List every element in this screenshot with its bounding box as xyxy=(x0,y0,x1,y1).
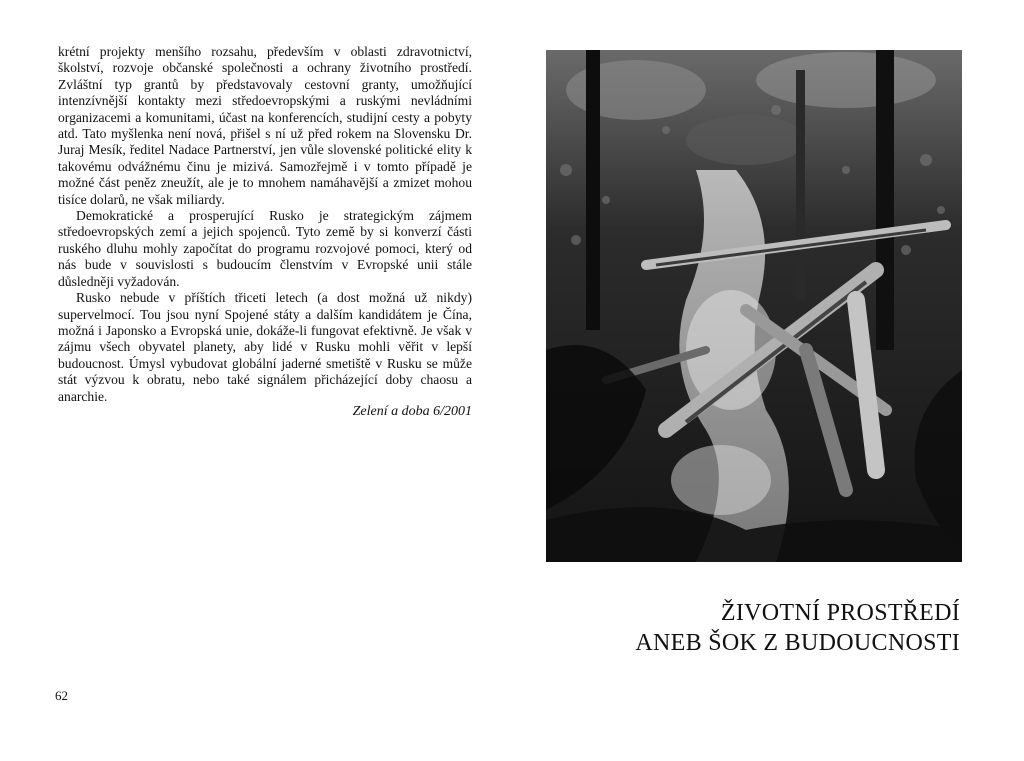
page-number: 62 xyxy=(55,688,68,703)
paragraph-3: Rusko nebude v příštích třiceti letech (a dost možná už nikdy) supervelmocí. Tou jsou nyní Spojené státy a dalším kandidátem je Čína, možná i Japonsko a Evropská unie, dokáže-li fungovat efektivně. Je však v zájmu všech obyvatel planety, aby lidé v Rusku mohli věřit v lepší budoucnost. Úmysl vybudovat globální jaderné smetiště v Rusku se může stát výzvou k obratu, nebo také signálem přicházející doby chaosu a anarchie. xyxy=(58,290,472,404)
forest-stream-photo xyxy=(546,50,962,562)
article-body xyxy=(58,44,472,405)
chapter-title xyxy=(560,598,960,658)
paragraph-2: Demokratické a prosperující Rusko je strategickým zájmem středoevropských zemí a jejich spojenců. Tyto země by si konverzí části ruského dluhu mohly započítat do programu rozvojové pomoci, který od nás bude v souvislosti s budoucím členstvím v Evropské unii stále důsledněji vyžadován. xyxy=(58,208,472,289)
chapter-title-line-2: ANEB ŠOK Z BUDOUCNOSTI xyxy=(635,630,960,656)
chapter-title-line-1: ŽIVOTNÍ PROSTŘEDÍ xyxy=(720,600,960,626)
source-citation: Zelení a doba 6/2001 xyxy=(352,404,472,419)
photo-illustration-icon xyxy=(546,50,962,562)
paragraph-1: krétní projekty menšího rozsahu, především v oblasti zdravotnictví, školství, rozvoje občanské společnosti a ochrany životního prostředí. Zvláštní typ grantů by představovaly cestovní granty, umožňující intenzívnější kontakty mezi středoevropskými a ruskými nevládními organizacemi a komunitami, účast na konferencích, studijní cesty a pobyty atd. Tato myšlenka není nová, přišel s ní už před rokem na Slovensku Dr. Juraj Mesík, ředitel Nadace Partnerství, jen vůle slovenské politické elity k takovému odvážnému činu je mizivá. Samozřejmě i v tomto případě je možné část peněz zneužít, ale je to mnohem namáhavější a zmizet mohou tisíce dolarů, ne však miliardy. xyxy=(58,44,472,207)
